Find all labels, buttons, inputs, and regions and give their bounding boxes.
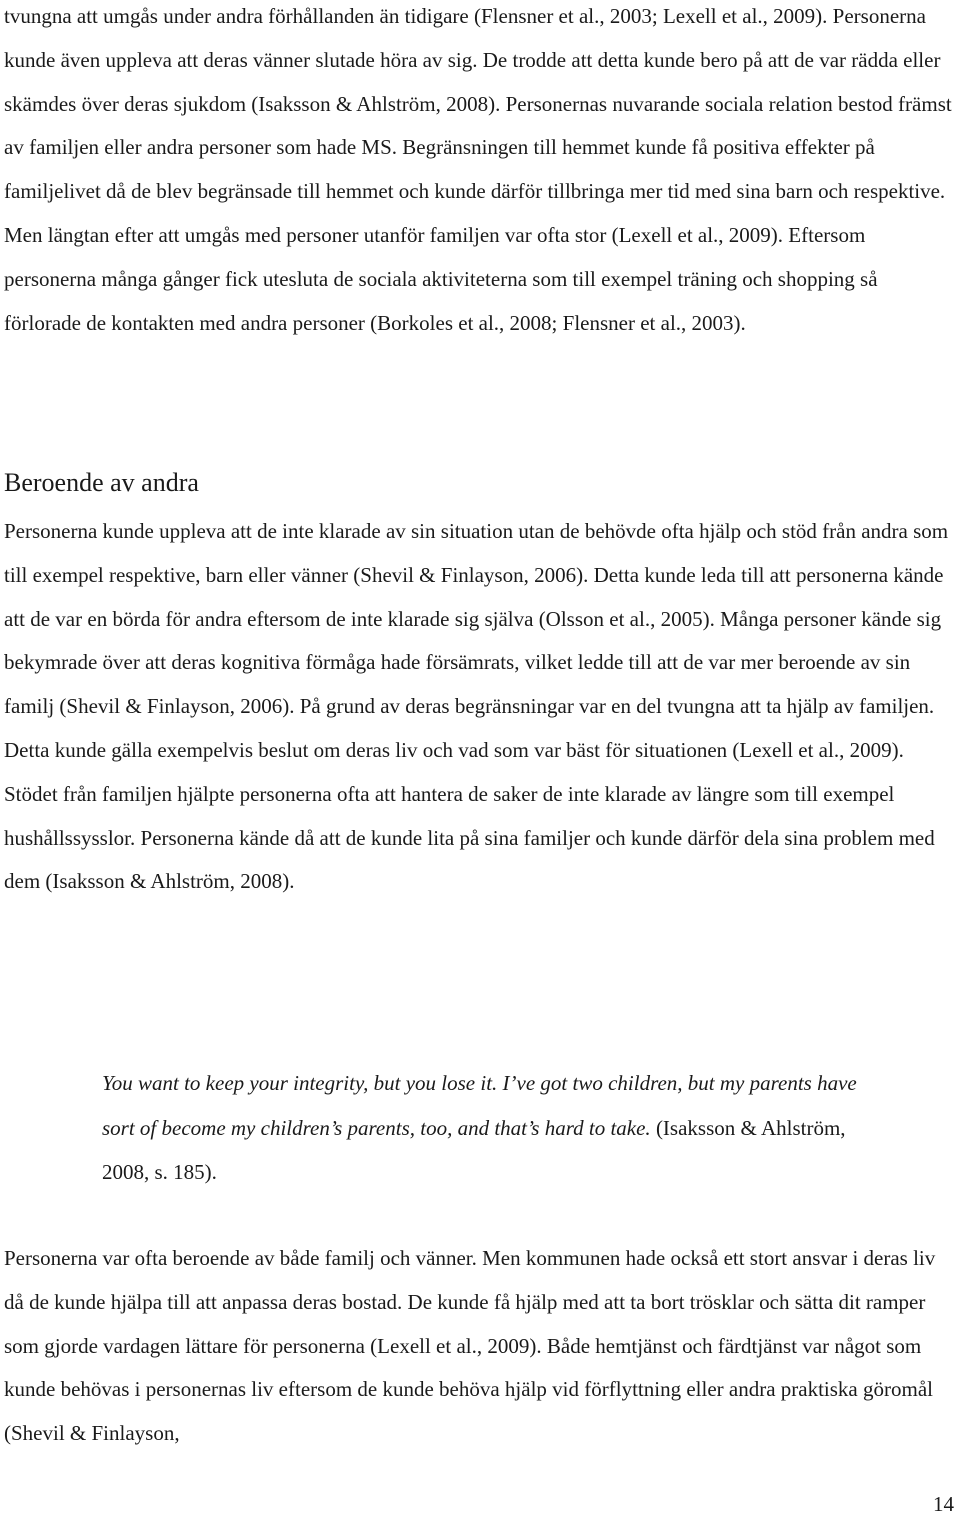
- block-quote: [102, 1061, 882, 1195]
- quote-citation: (Isaksson & Ahlström, 2008, s. 185).: [102, 1115, 846, 1184]
- paragraph-dependence: Personerna kunde uppleva att de inte klarade av sin situation utan de behövde ofta hjälp och stöd från andra som till exempel respektive, barn eller vänner (Shevil & Finlayson, 2006). Detta kunde leda till att personerna kände att de var en börda för andra eftersom de inte klarade sig själva (Olsson et al., 2005). Många personer kände sig bekymrade över att deras kognitiva förmåga hade försämrats, vilket ledde till att de var mer beroende av sin familj (Shevil & Finlayson, 2006). På grund av deras begränsningar var en del tvungna att ta hjälp av familjen. Detta kunde gälla exempelvis beslut om deras liv och vad som var bäst för situationen (Lexell et al., 2009). Stödet från familjen hjälpte personerna ofta att hantera de saker de inte klarade av längre som till exempel hushållssysslor. Personerna kände då att de kunde lita på sina familjer och kunde därför dela sina problem med dem (Isaksson & Ahlström, 2008).: [4, 519, 949, 894]
- section-heading: Beroende av andra: [4, 468, 199, 497]
- page-number: 14: [933, 1492, 954, 1516]
- paragraph-social-relations: tvungna att umgås under andra förhållanden än tidigare (Flensner et al., 2003; Lexell et al., 2009). Personerna kunde även uppleva att deras vänner slutade höra av sig. De trodde att detta kunde bero på att de var rädda eller skämdes över deras sjukdom (Isaksson & Ahlström, 2008). Personernas nuvarande sociala relation bestod främst av familjen eller andra personer som hade MS. Begränsningen till hemmet kunde få positiva effekter på familjelivet då de blev begränsade till hemmet och kunde därför tillbringa mer tid med sina barn och respektive. Men längtan efter att umgås med personer utanför familjen var ofta stor (Lexell et al., 2009). Eftersom personerna många gånger fick utesluta de sociala aktiviteterna som till exempel träning och shopping så förlorade de kontakten med andra personer (Borkoles et al., 2008; Flensner et al., 2003).: [4, 4, 952, 335]
- paragraph-municipal-support: Personerna var ofta beroende av både familj och vänner. Men kommunen hade också ett stort ansvar i deras liv då de kunde hjälpa till att anpassa deras bostad. De kunde få hjälp med att ta bort trösklar och sätta dit ramper som gjorde vardagen lättare för personerna (Lexell et al., 2009). Både hemtjänst och färdtjänst var något som kunde behövas i personernas liv eftersom de kunde behöva hjälp vid förflyttning eller andra praktiska göromål (Shevil & Finlayson,: [4, 1246, 936, 1446]
- quote-text: You want to keep your integrity, but you lose it. I’ve got two children, but my parents have sort of become my children’s parents, too, and that’s hard to take.: [102, 1071, 857, 1140]
